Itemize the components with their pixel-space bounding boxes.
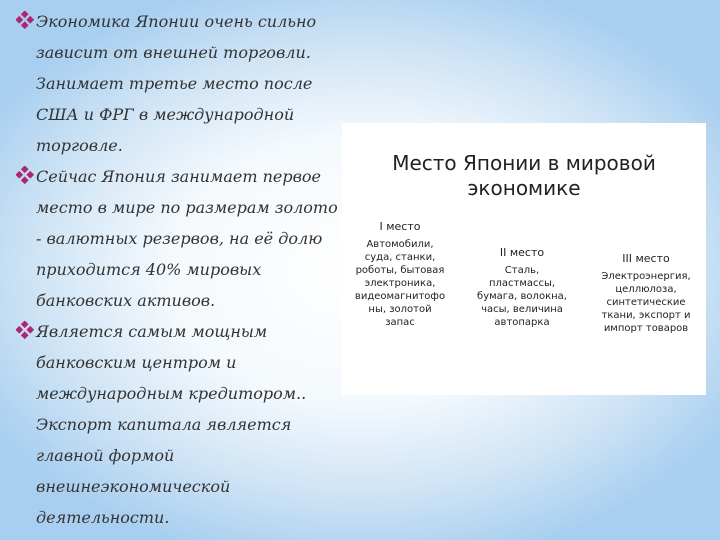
column-heading: II место (499, 246, 545, 259)
second-place-column (472, 245, 572, 329)
figure-title: Место Японии в мировой экономике (392, 151, 656, 200)
column-body: Автомобили, суда, станки, роботы, бытовая электроника, видеомагнитофо ны, золотой запас (354, 239, 446, 328)
bullet-text: Сейчас Япония занимает первое место в мире по размерам золото - валютных резервов, на её долю приходится 40% мировых банковских активов. (36, 167, 338, 310)
bullet-item (16, 161, 346, 316)
column-body: Сталь, пластмассы, бумага, волокна, часы, величина автопарка (477, 265, 567, 328)
bullet-text: Является самым мощным банковским центром и международным кредитором.. Экспорт капитала является главной формой внешнеэкономической деятельности. (36, 322, 307, 527)
bullet-text: Экономика Японии очень сильно зависит от внешней торговли. Занимает третье место после США и ФРГ в международной торговле. (36, 12, 317, 155)
first-place-column (346, 219, 454, 329)
column-body: Электроэнергия, целлюлоза, синтетические ткани, экспорт и импорт товаров (601, 271, 691, 334)
third-place-column (588, 251, 704, 335)
japan-economy-figure (342, 123, 706, 395)
column-heading: I место (379, 220, 421, 233)
diamond-bullet-icon (16, 166, 34, 184)
diamond-bullet-icon (16, 321, 34, 339)
diamond-bullet-icon (16, 11, 34, 29)
bullet-item (16, 6, 346, 161)
column-heading: III место (622, 252, 670, 265)
bullet-list (16, 6, 346, 533)
bullet-item (16, 316, 346, 533)
